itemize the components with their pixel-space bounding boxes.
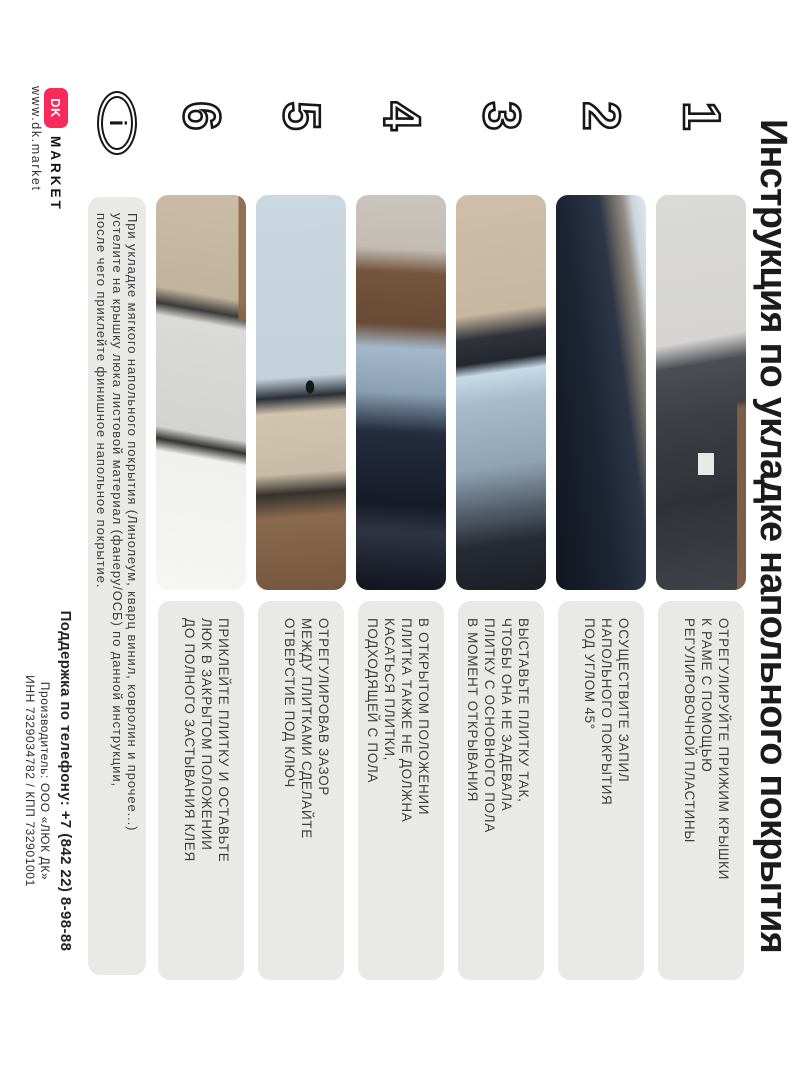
info-icon xyxy=(97,91,137,155)
step-text-box-3 xyxy=(458,601,544,980)
step-text-box-6 xyxy=(158,601,244,980)
step-text-line: ПОДХОДЯЩЕЙ С ПОЛА xyxy=(365,618,380,784)
step-text-line: ПЛИТКУ С ОСНОВНОГО ПОЛА xyxy=(482,618,497,833)
step-text-line: ПРИКЛЕЙТЕ ПЛИТКУ И ОСТАВЬТЕ xyxy=(216,618,231,863)
step-row-3 xyxy=(456,0,546,1072)
step-text-box-1 xyxy=(658,601,744,980)
step-text-line: ОТРЕГУЛИРУЙТЕ ПРИЖИМ КРЫШКИ xyxy=(716,618,731,880)
info-note-box xyxy=(88,197,146,975)
step-text-line: ПЛИТКА ТАКЖЕ НЕ ДОЛЖНА xyxy=(399,618,414,823)
step-row-1 xyxy=(656,0,746,1072)
step-text-box-4 xyxy=(358,601,444,980)
step-text-box-5 xyxy=(258,601,344,980)
step-text-line: КАСАТЬСЯ ПЛИТКИ, xyxy=(382,618,397,762)
step-text-line: ДО ПОЛНОГО ЗАСТЫВАНИЯ КЛЕЯ xyxy=(182,618,197,862)
info-note-line: после чего приклейте финишное напольное покрытие. xyxy=(94,213,110,589)
photo-step-1-hinge-adjustment xyxy=(656,195,746,590)
photo-step-5-key-hole xyxy=(256,195,346,590)
photo-step-4-open-position-clearance xyxy=(356,195,446,590)
step-text-line: НАПОЛЬНОГО ПОКРЫТИЯ xyxy=(599,618,614,806)
inn-kpp: ИНН 7329034782 / КПП 732901001 xyxy=(23,675,38,887)
step-number-5: 5 xyxy=(272,101,330,131)
step-text-line: ОТВЕРСТИЕ ПОД КЛЮЧ xyxy=(282,618,297,788)
page-title: Инструкция по укладке напольного покрытия xyxy=(752,118,794,954)
step-text-line: ЧТОБЫ ОНА НЕ ЗАДЕВАЛА xyxy=(499,618,514,812)
step-text-line: ЛЮК В ЗАКРЫТОМ ПОЛОЖЕНИИ xyxy=(199,618,214,851)
step-text-line: ОСУЩЕСТВИТЕ ЗАПИЛ xyxy=(616,618,631,783)
step-text-line: РЕГУЛИРОВОЧНОЙ ПЛАСТИНЫ xyxy=(682,618,697,844)
brand-website: www.dk.market xyxy=(29,86,43,192)
photo-step-2-45-degree-cut xyxy=(556,195,646,590)
step-text-line: ПОД УГЛОМ 45° xyxy=(582,618,597,730)
step-number-4: 4 xyxy=(372,101,430,131)
info-icon-letter: i xyxy=(105,119,132,127)
step-text-line: ВЫСТАВЬТЕ ПЛИТКУ ТАК, xyxy=(516,618,531,803)
photo-step-3-tile-clearance xyxy=(456,195,546,590)
step-text-line: МЕЖДУ ПЛИТКАМИ СДЕЛАЙТЕ xyxy=(299,618,314,839)
step-text-line: К РАМЕ С ПОМОЩЬЮ xyxy=(699,618,714,773)
step-number-2: 2 xyxy=(572,101,630,131)
step-text-line: В МОМЕНТ ОТКРЫВАНИЯ xyxy=(465,618,480,803)
brand-name: MARKET xyxy=(48,136,63,212)
step-text-line: ОТРЕГУЛИРОВАВ ЗАЗОР xyxy=(316,618,331,797)
support-phone: Поддержка по телефону: +7 (842 22) 8-98-88 xyxy=(57,610,74,952)
dk-logo-text: DK xyxy=(48,98,64,118)
info-note-line: При укладке мягкого напольного покрытия (Линолеум, кварц винил, ковролин и прочее...) xyxy=(125,213,141,832)
step-number-6: 6 xyxy=(172,101,230,131)
info-note-line: устелите на крышку люка листовой материал (фанеру/ОСБ) по данной инструкции, xyxy=(109,213,125,787)
dk-logo-badge xyxy=(44,88,68,128)
step-number-3: 3 xyxy=(472,101,530,131)
step-text-line: В ОТКРЫТОМ ПОЛОЖЕНИИ xyxy=(416,618,431,816)
step-row-2 xyxy=(556,0,646,1072)
step-row-5 xyxy=(256,0,346,1072)
photo-step-6-glued-tile xyxy=(156,195,246,590)
step-text-box-2 xyxy=(558,601,644,980)
step-number-1: 1 xyxy=(672,101,730,131)
footer xyxy=(23,590,74,972)
manufacturer: Производитель: ООО «ЛЮК ДК» xyxy=(38,681,52,881)
step-row-6 xyxy=(156,0,246,1072)
step-row-4 xyxy=(356,0,446,1072)
